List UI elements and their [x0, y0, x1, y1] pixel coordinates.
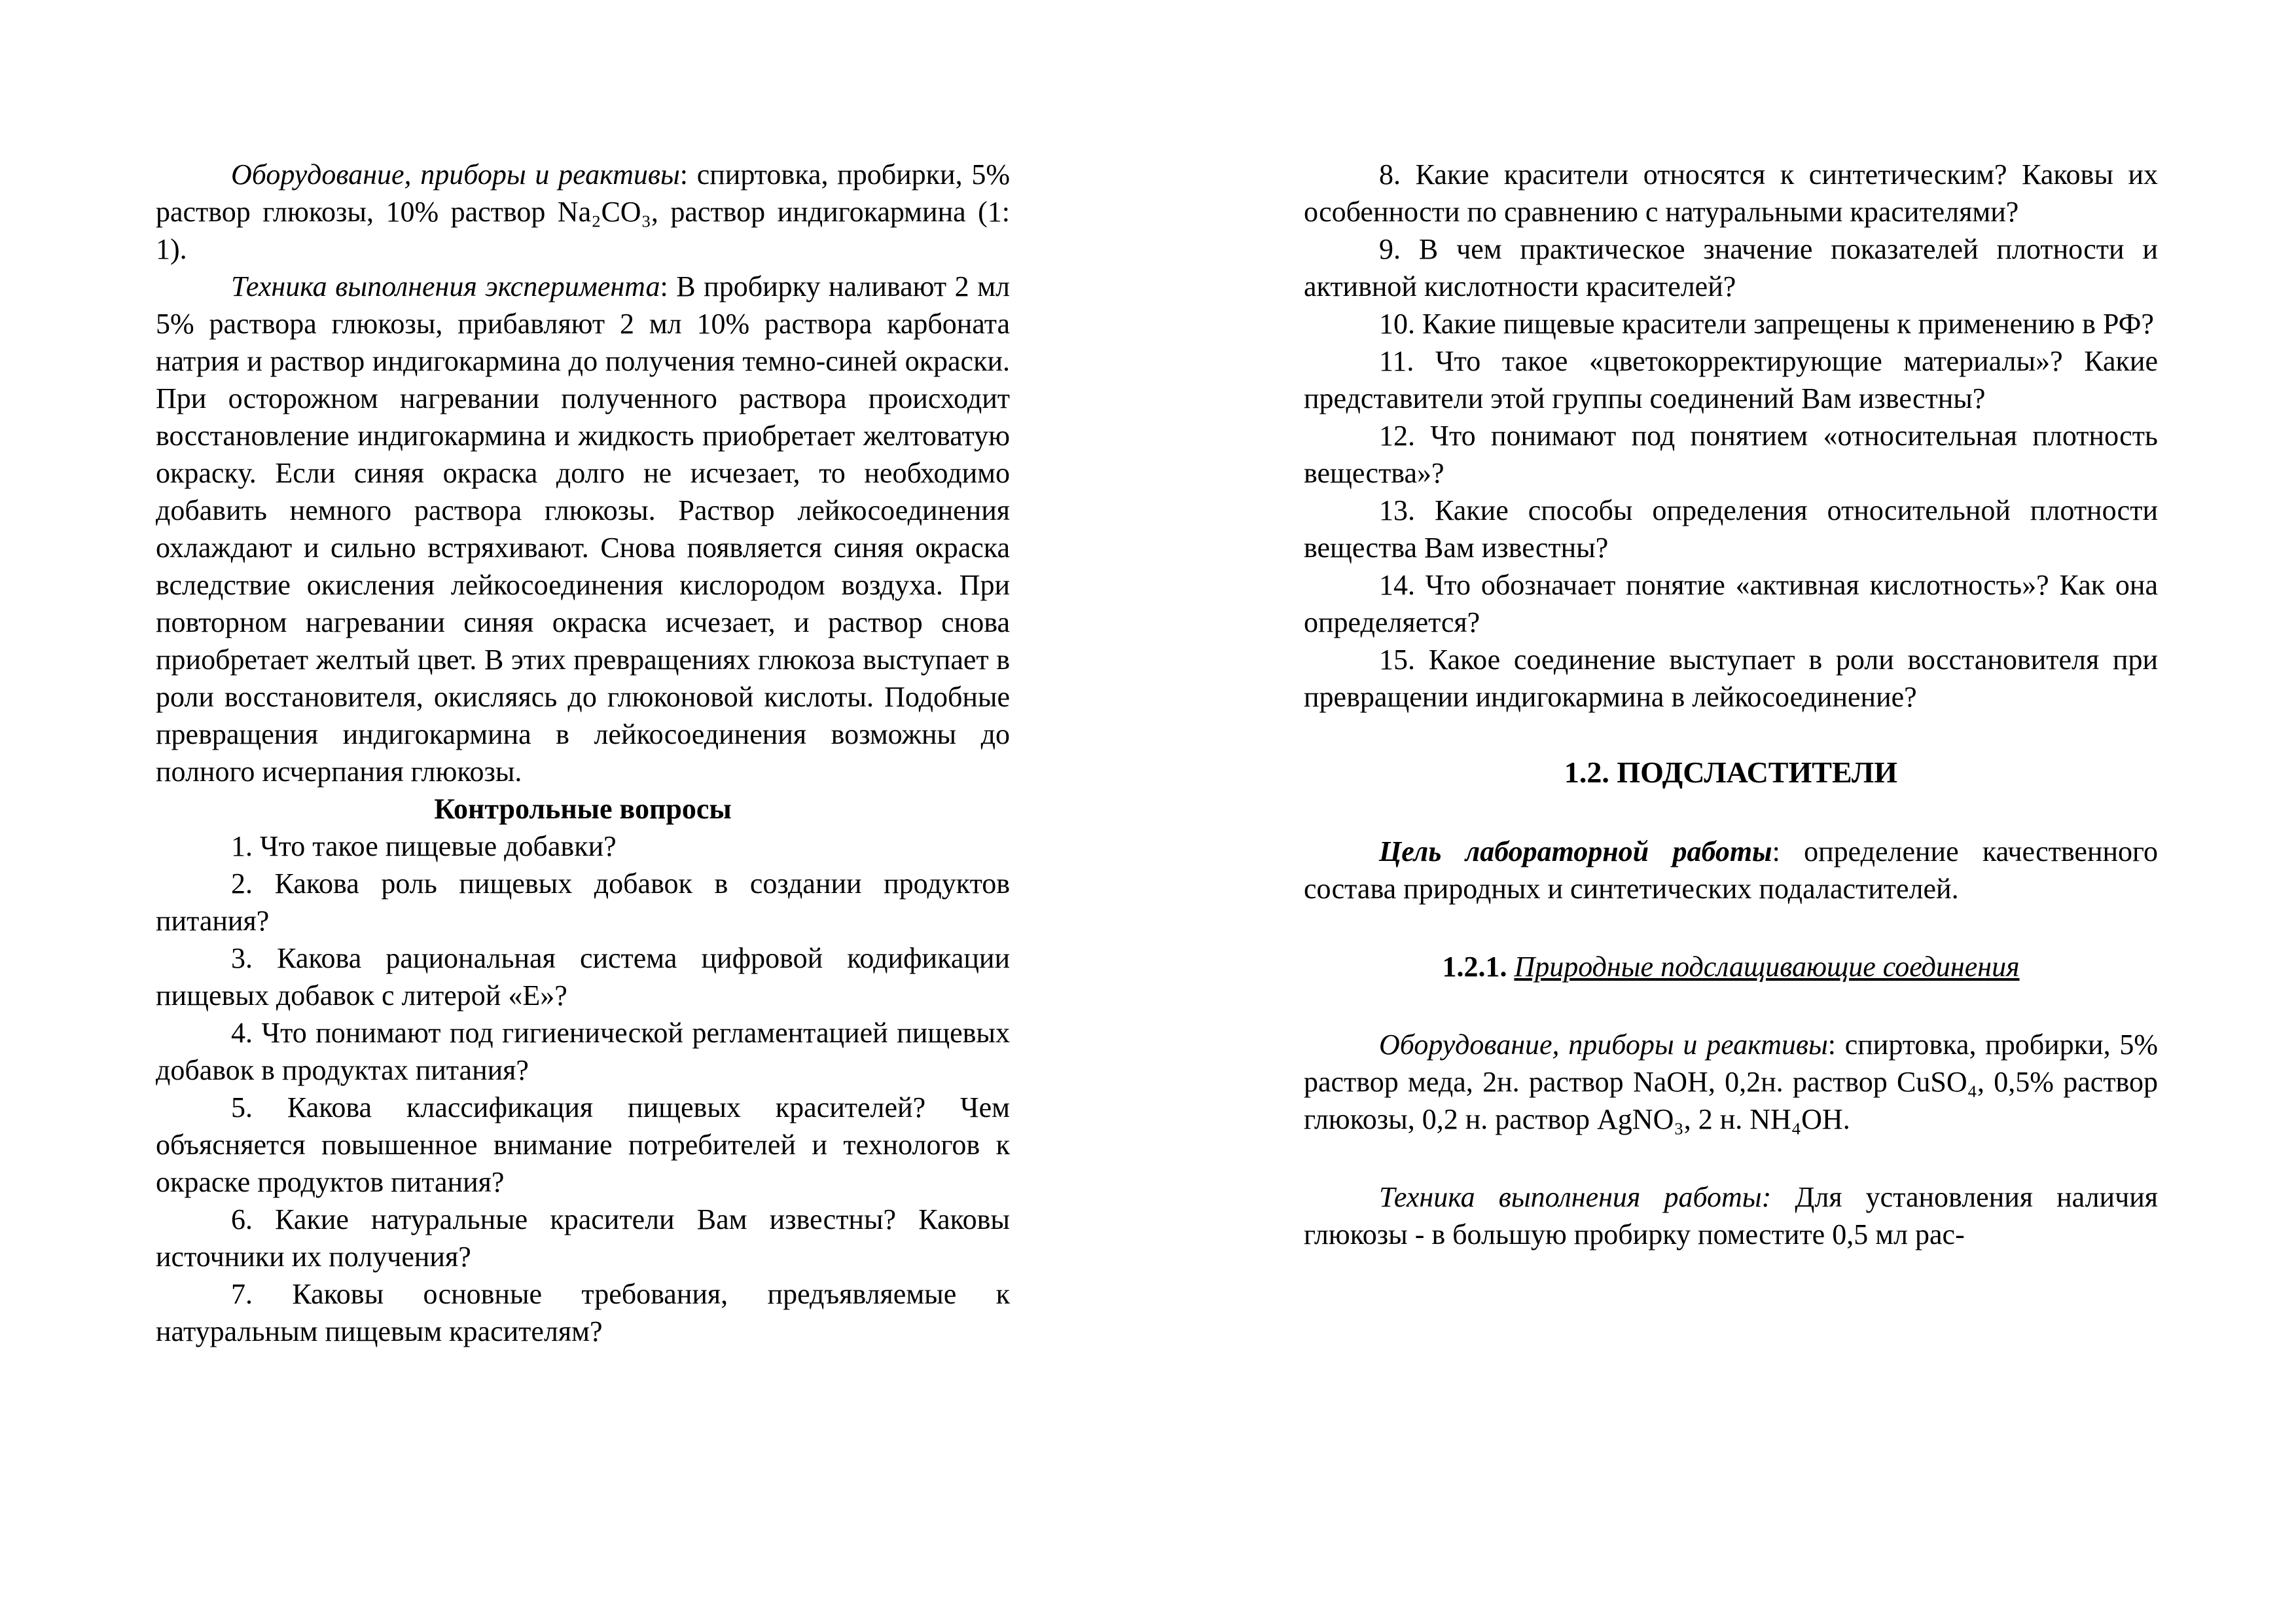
equipment-paragraph: [156, 156, 1010, 268]
question-item: 8. Какие красители относятся к синтетическим? Каковы их особенности по сравнению с натуральными красителями?: [1304, 158, 2158, 228]
question-item: 5. Какова классификация пищевых красителей? Чем объясняется повышенное внимание потребителей и технологов к окраске продуктов питания?: [156, 1091, 1010, 1198]
question-item: 10. Какие пищевые красители запрещены к применению в РФ?: [1379, 308, 2154, 340]
equipment-label: Оборудование, приборы и реактивы: [1379, 1029, 1828, 1061]
question-item: 14. Что обозначает понятие «активная кислотность»? Как она определяется?: [1304, 569, 2158, 638]
question-item: 6. Какие натуральные красители Вам известны? Каковы источники их получения?: [156, 1203, 1010, 1273]
technique-label: Техника выполнения эксперимента: [231, 270, 660, 302]
question-item: 13. Какие способы определения относительной плотности вещества Вам известны?: [1304, 494, 2158, 564]
goal-text: : определение качественного состава природных и синтетических подаластителей.: [1304, 835, 2158, 905]
question-item: 7. Каковы основные требования, предъявляемые к натуральным пищевым красителям?: [156, 1278, 1010, 1347]
subsection-heading: [1304, 948, 2158, 985]
section-heading: 1.2. ПОДСЛАСТИТЕЛИ: [1564, 756, 1898, 789]
equipment-text: : спиртовка, пробирки, 5% раствор меда, 2н. раствор NaOH, 0,2н. раствор CuSO₄, 0,5% раствор глюкозы, 0,2 н. раствор AgNO₃, 2 н. NH₄OH.: [1304, 1029, 2158, 1135]
question-item: 15. Какое соединение выступает в роли восстановителя при превращении индигокармина в лейкосоединение?: [1304, 644, 2158, 713]
questions-heading: Контрольные вопросы: [434, 793, 732, 825]
question-item: 9. В чем практическое значение показателей плотности и активной кислотности красителей?: [1304, 233, 2158, 302]
technique-label: Техника выполнения работы:: [1379, 1181, 1772, 1213]
equipment-text: : спиртовка, пробирки, 5% раствор глюкозы, 10% раствор Na₂CO₃, раствор индигокармина (1: 1).: [156, 158, 1010, 265]
technique-paragraph: [156, 268, 1010, 790]
subsection-number: 1.2.1.: [1442, 951, 1507, 983]
technique-text: : В пробирку наливают 2 мл 5% раствора глюкозы, прибавляют 2 мл 10% раствора карбоната натрия и раствор индигокармина до получения темно-синей окраски. При осторожном нагревании полученного раствора происходит восстановление индигокармина и жидкость приобретает желтоватую окраску. Если синяя окраска долго не исчезает, то необходимо добавить немного раствора глюкозы. Раствор лейкосоединения охлаждают и сильно встряхивают. Снова появляется синяя окраска вследствие окисления лейкосоединения кислородом воздуха. При повторном нагревании синяя окраска исчезает, и раствор снова приобретает желтый цвет. В этих превращениях глюкоза выступает в роли восстановителя, окисляясь до глюконовой кислоты. Подобные превращения индигокармина в лейкосоединения возможны до полного исчерпания глюкозы.: [156, 270, 1010, 788]
goal-label: Цель лабораторной работы: [1379, 835, 1772, 867]
equipment-label: Оборудование, приборы и реактивы: [231, 158, 680, 191]
subsection-title: Природные подслащивающие соединения: [1514, 951, 2020, 983]
question-item: 2. Какова роль пищевых добавок в создании продуктов питания?: [156, 867, 1010, 937]
question-item: 12. Что понимают под понятием «относительная плотность вещества»?: [1304, 420, 2158, 489]
technique-text: Для установления наличия глюкозы - в большую пробирку поместите 0,5 мл рас-: [1304, 1181, 2159, 1250]
question-item: 1. Что такое пищевые добавки?: [231, 830, 617, 862]
question-item: 3. Какова рациональная система цифровой кодификации пищевых добавок с литерой «Е»?: [156, 942, 1010, 1012]
goal-paragraph: [1304, 833, 2158, 907]
left-page: [156, 156, 1010, 1350]
equipment-paragraph: [1304, 1026, 2158, 1138]
question-item: 11. Что такое «цветокорректирующие материалы»? Какие представители этой группы соединений Вам известны?: [1304, 345, 2158, 414]
technique-paragraph: [1304, 1178, 2158, 1253]
right-page: [1304, 156, 2158, 1253]
question-item: 4. Что понимают под гигиенической регламентацией пищевых добавок в продуктах питания?: [156, 1017, 1010, 1086]
